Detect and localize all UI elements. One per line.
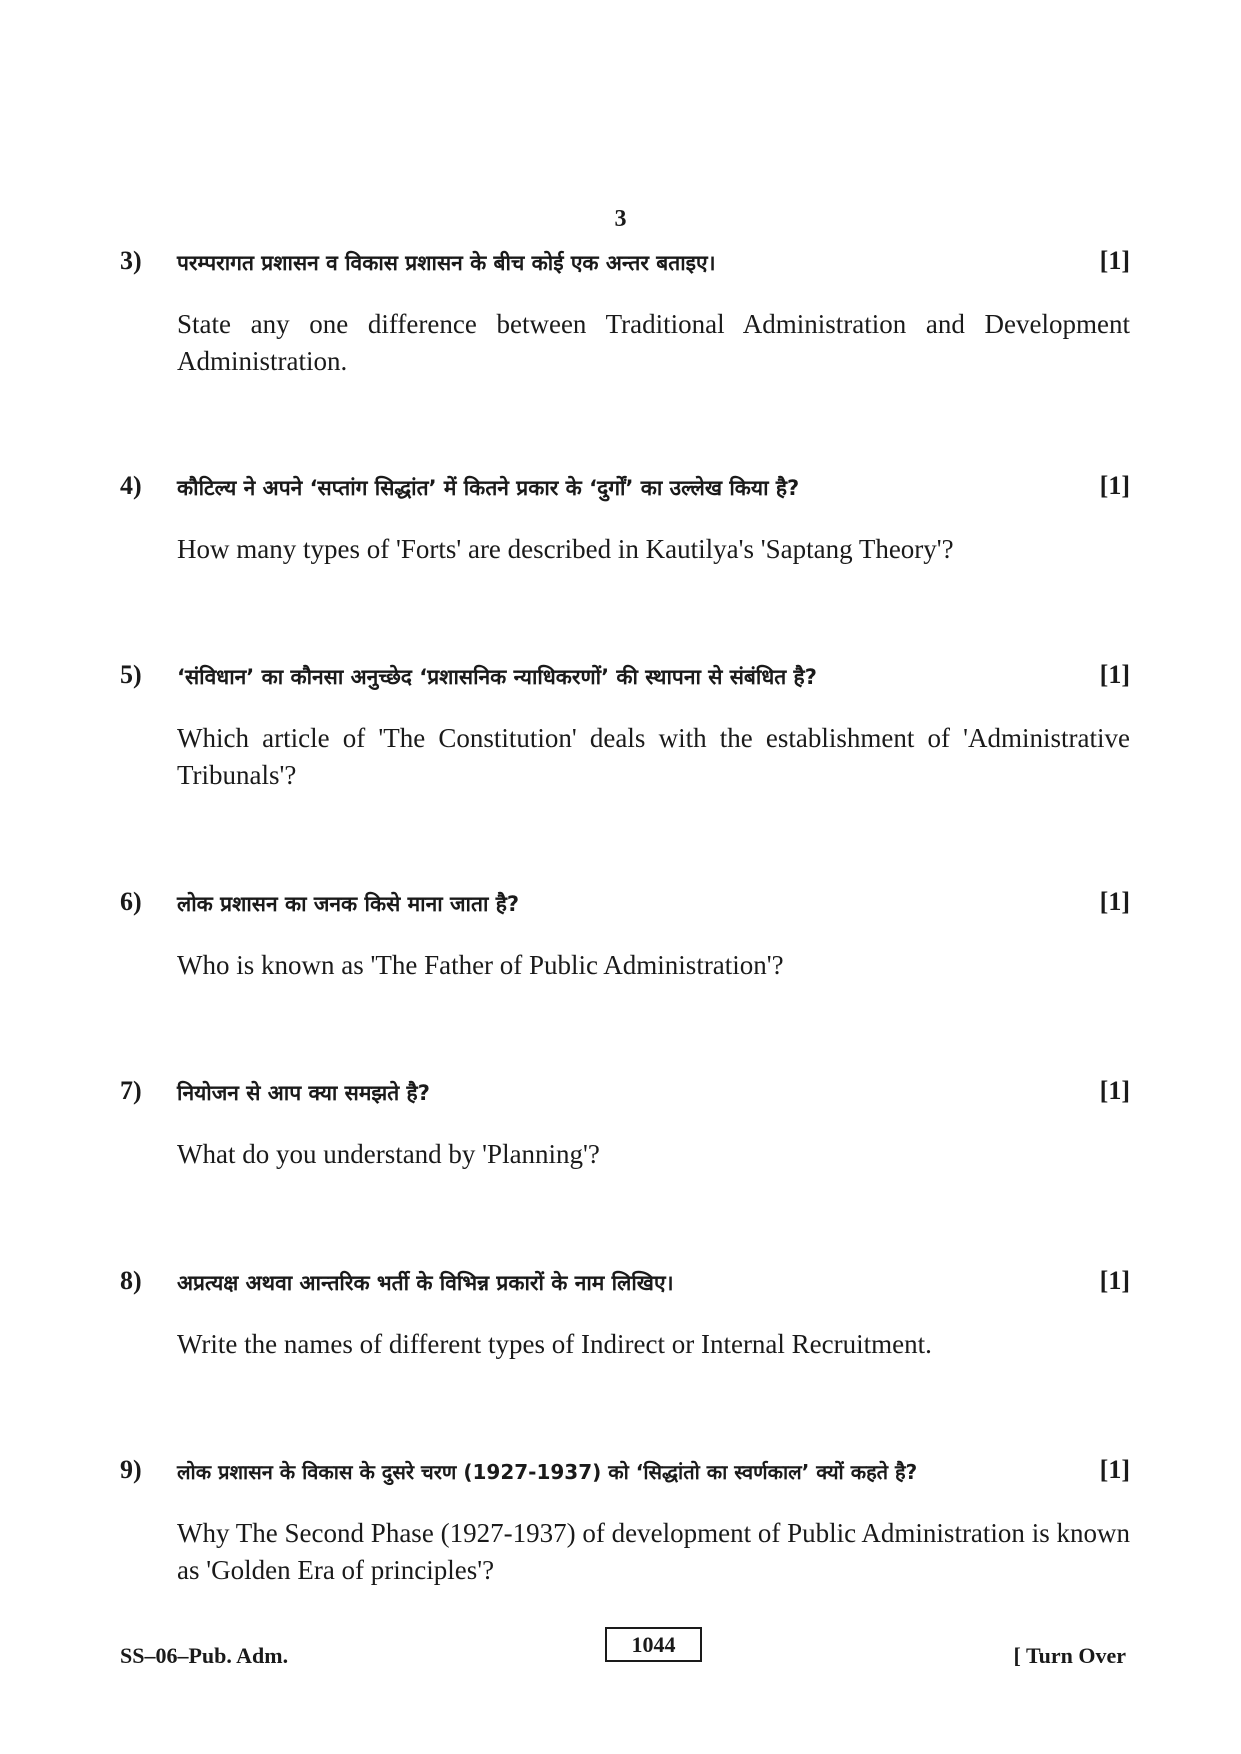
question-hindi-text: लोक प्रशासन का जनक किसे माना जाता है? [177,892,520,916]
paper-code: SS–06–Pub. Adm. [120,1643,289,1668]
question-marks: [1] [1099,1455,1130,1484]
question-number: 7) [120,1076,142,1105]
question-marks: [1] [1099,1076,1130,1105]
question-english-text: Which article of 'The Constitution' deals with the establishment of 'Administrative Tribunals'? [177,723,1130,790]
page-number: 3 [614,206,627,232]
question-hindi-text: ‘संविधान’ का कौनसा अनुच्छेद ‘प्रशासनिक न्याधिकरणों’ की स्थापना से संबंधित है? [177,665,817,689]
question-number: 9) [120,1455,142,1484]
question-marks: [1] [1099,246,1130,275]
question-english-text: Why The Second Phase (1927-1937) of development of Public Administration is known as 'Golden Era of principles'? [177,1518,1130,1585]
turn-over-label: [ Turn Over [1013,1643,1126,1668]
question-hindi-text: कौटिल्य ने अपने ‘सप्तांग सिद्धांत’ में कितने प्रकार के ‘दुर्गों’ का उल्लेख किया है? [177,476,800,500]
question-hindi-text: अप्रत्यक्ष अथवा आन्तरिक भर्ती के विभिन्न प्रकारों के नाम लिखिए। [177,1271,674,1295]
question-hindi-text: लोक प्रशासन के विकास के दुसरे चरण (1927-1937) को ‘सिद्धांतो का स्वर्णकाल’ क्यों कहते है? [177,1460,918,1484]
question-number: 4) [120,471,142,500]
paper-number-box: 1044 [605,1627,702,1662]
question-number: 6) [120,887,142,916]
question-english-text: Who is known as 'The Father of Public Administration'? [177,950,784,980]
question-marks: [1] [1099,1266,1130,1295]
question-marks: [1] [1099,660,1130,689]
question-english-text: What do you understand by 'Planning'? [177,1139,600,1169]
question-hindi-text: नियोजन से आप क्या समझते है? [177,1081,430,1105]
question-marks: [1] [1099,471,1130,500]
question-number: 8) [120,1266,142,1295]
question-number: 3) [120,246,142,275]
question-english-text: State any one difference between Traditional Administration and Development Administration. [177,309,1130,376]
question-marks: [1] [1099,887,1130,916]
question-number: 5) [120,660,142,689]
question-english-text: Write the names of different types of Indirect or Internal Recruitment. [177,1329,932,1359]
question-hindi-text: परम्परागत प्रशासन व विकास प्रशासन के बीच कोई एक अन्तर बताइए। [177,251,716,275]
question-english-text: How many types of 'Forts' are described in Kautilya's 'Saptang Theory'? [177,534,954,564]
